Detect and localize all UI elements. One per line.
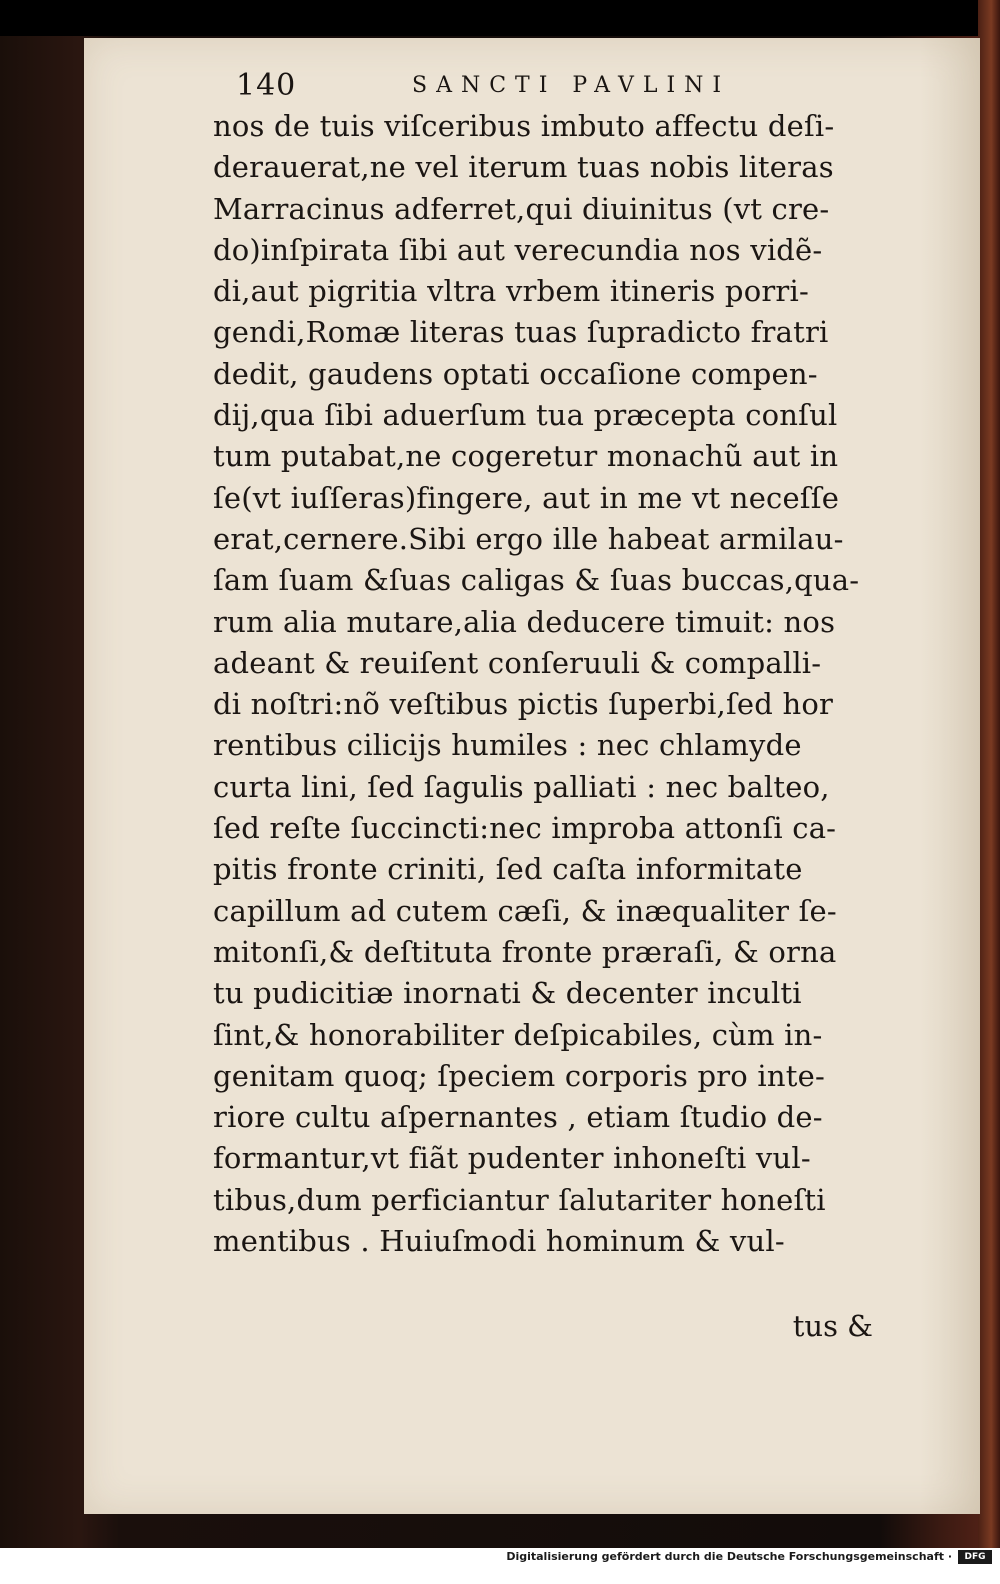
page-number: 140 bbox=[236, 68, 297, 103]
text-line: ſed reſte ſuccincti:nec improba attonſi ca- bbox=[213, 811, 837, 846]
running-head: SANCTI PAVLINI bbox=[412, 73, 731, 98]
text-line: pitis fronte criniti, ſed caſta informitate bbox=[213, 852, 803, 887]
text-line: formantur,vt fiãt pudenter inhoneſti vul- bbox=[213, 1141, 811, 1176]
text-line: tum putabat,ne cogeretur monachũ aut in bbox=[213, 439, 839, 474]
text-line: di,aut pigritia vltra vrbem itineris porri- bbox=[213, 274, 809, 309]
text-line: mentibus . Huiuſmodi hominum & vul- bbox=[213, 1224, 785, 1259]
text-line: ſint,& honorabiliter deſpicabiles, cùm in- bbox=[213, 1017, 823, 1052]
text-line: rum alia mutare,alia deducere timuit: nos bbox=[213, 604, 836, 639]
dfg-logo-icon: DFG bbox=[958, 1550, 992, 1564]
text-line: genitam quoq; ſpeciem corporis pro inte- bbox=[213, 1058, 825, 1093]
text-line: mitonſi,& deſtituta fronte præraſi, & orna bbox=[213, 934, 837, 969]
text-line: dedit, gaudens optati occaſione compen- bbox=[213, 356, 818, 391]
body-text bbox=[213, 106, 873, 1262]
book-edge bbox=[978, 0, 1000, 1584]
text-line: erat,cernere.Sibi ergo ille habeat armilau- bbox=[213, 521, 844, 556]
page-gutter-shade bbox=[920, 38, 980, 1514]
scan-top-border bbox=[0, 0, 1000, 36]
text-line: nos de tuis viſceribus imbuto affectu deſi- bbox=[213, 109, 835, 143]
page-header bbox=[236, 66, 876, 106]
text-line: di noſtri:nõ veſtibus pictis ſuperbi,ſed hor bbox=[213, 687, 834, 722]
text-line: ſe(vt iuſſeras)fingere, aut in me vt neceſſe bbox=[213, 480, 840, 515]
text-line: riore cultu aſpernantes , etiam ſtudio de- bbox=[213, 1100, 823, 1135]
text-line: tu pudicitiæ inornati & decenter inculti bbox=[213, 976, 802, 1011]
text-line: dij,qua ſibi aduerſum tua præcepta conſul bbox=[213, 398, 838, 433]
text-line: derauerat,ne vel iterum tuas nobis literas bbox=[213, 150, 834, 185]
text-line: rentibus cilicijs humiles : nec chlamyde bbox=[213, 728, 802, 763]
text-line: gendi,Romæ literas tuas ſupradicto fratri bbox=[213, 315, 829, 350]
text-line: Marracinus adferret,qui diuinitus (vt cre- bbox=[213, 191, 830, 226]
text-line: curta lini, ſed ſagulis palliati : nec balteo, bbox=[213, 769, 830, 804]
text-line: capillum ad cutem cæſi, & inæqualiter ſe- bbox=[213, 893, 837, 928]
text-line: do)inſpirata ſibi aut verecundia nos vidẽ- bbox=[213, 232, 823, 267]
text-line: adeant & reuiſent conſeruuli & compalli- bbox=[213, 645, 822, 680]
text-line: tibus,dum perficiantur ſalutariter honeſti bbox=[213, 1182, 826, 1217]
funding-notice: Digitalisierung gefördert durch die Deutsche Forschungsgemeinschaft · bbox=[506, 1550, 952, 1563]
catchword: tus & bbox=[792, 1309, 873, 1343]
text-line: ſam ſuam &ſuas caligas & ſuas buccas,qua- bbox=[213, 563, 860, 598]
